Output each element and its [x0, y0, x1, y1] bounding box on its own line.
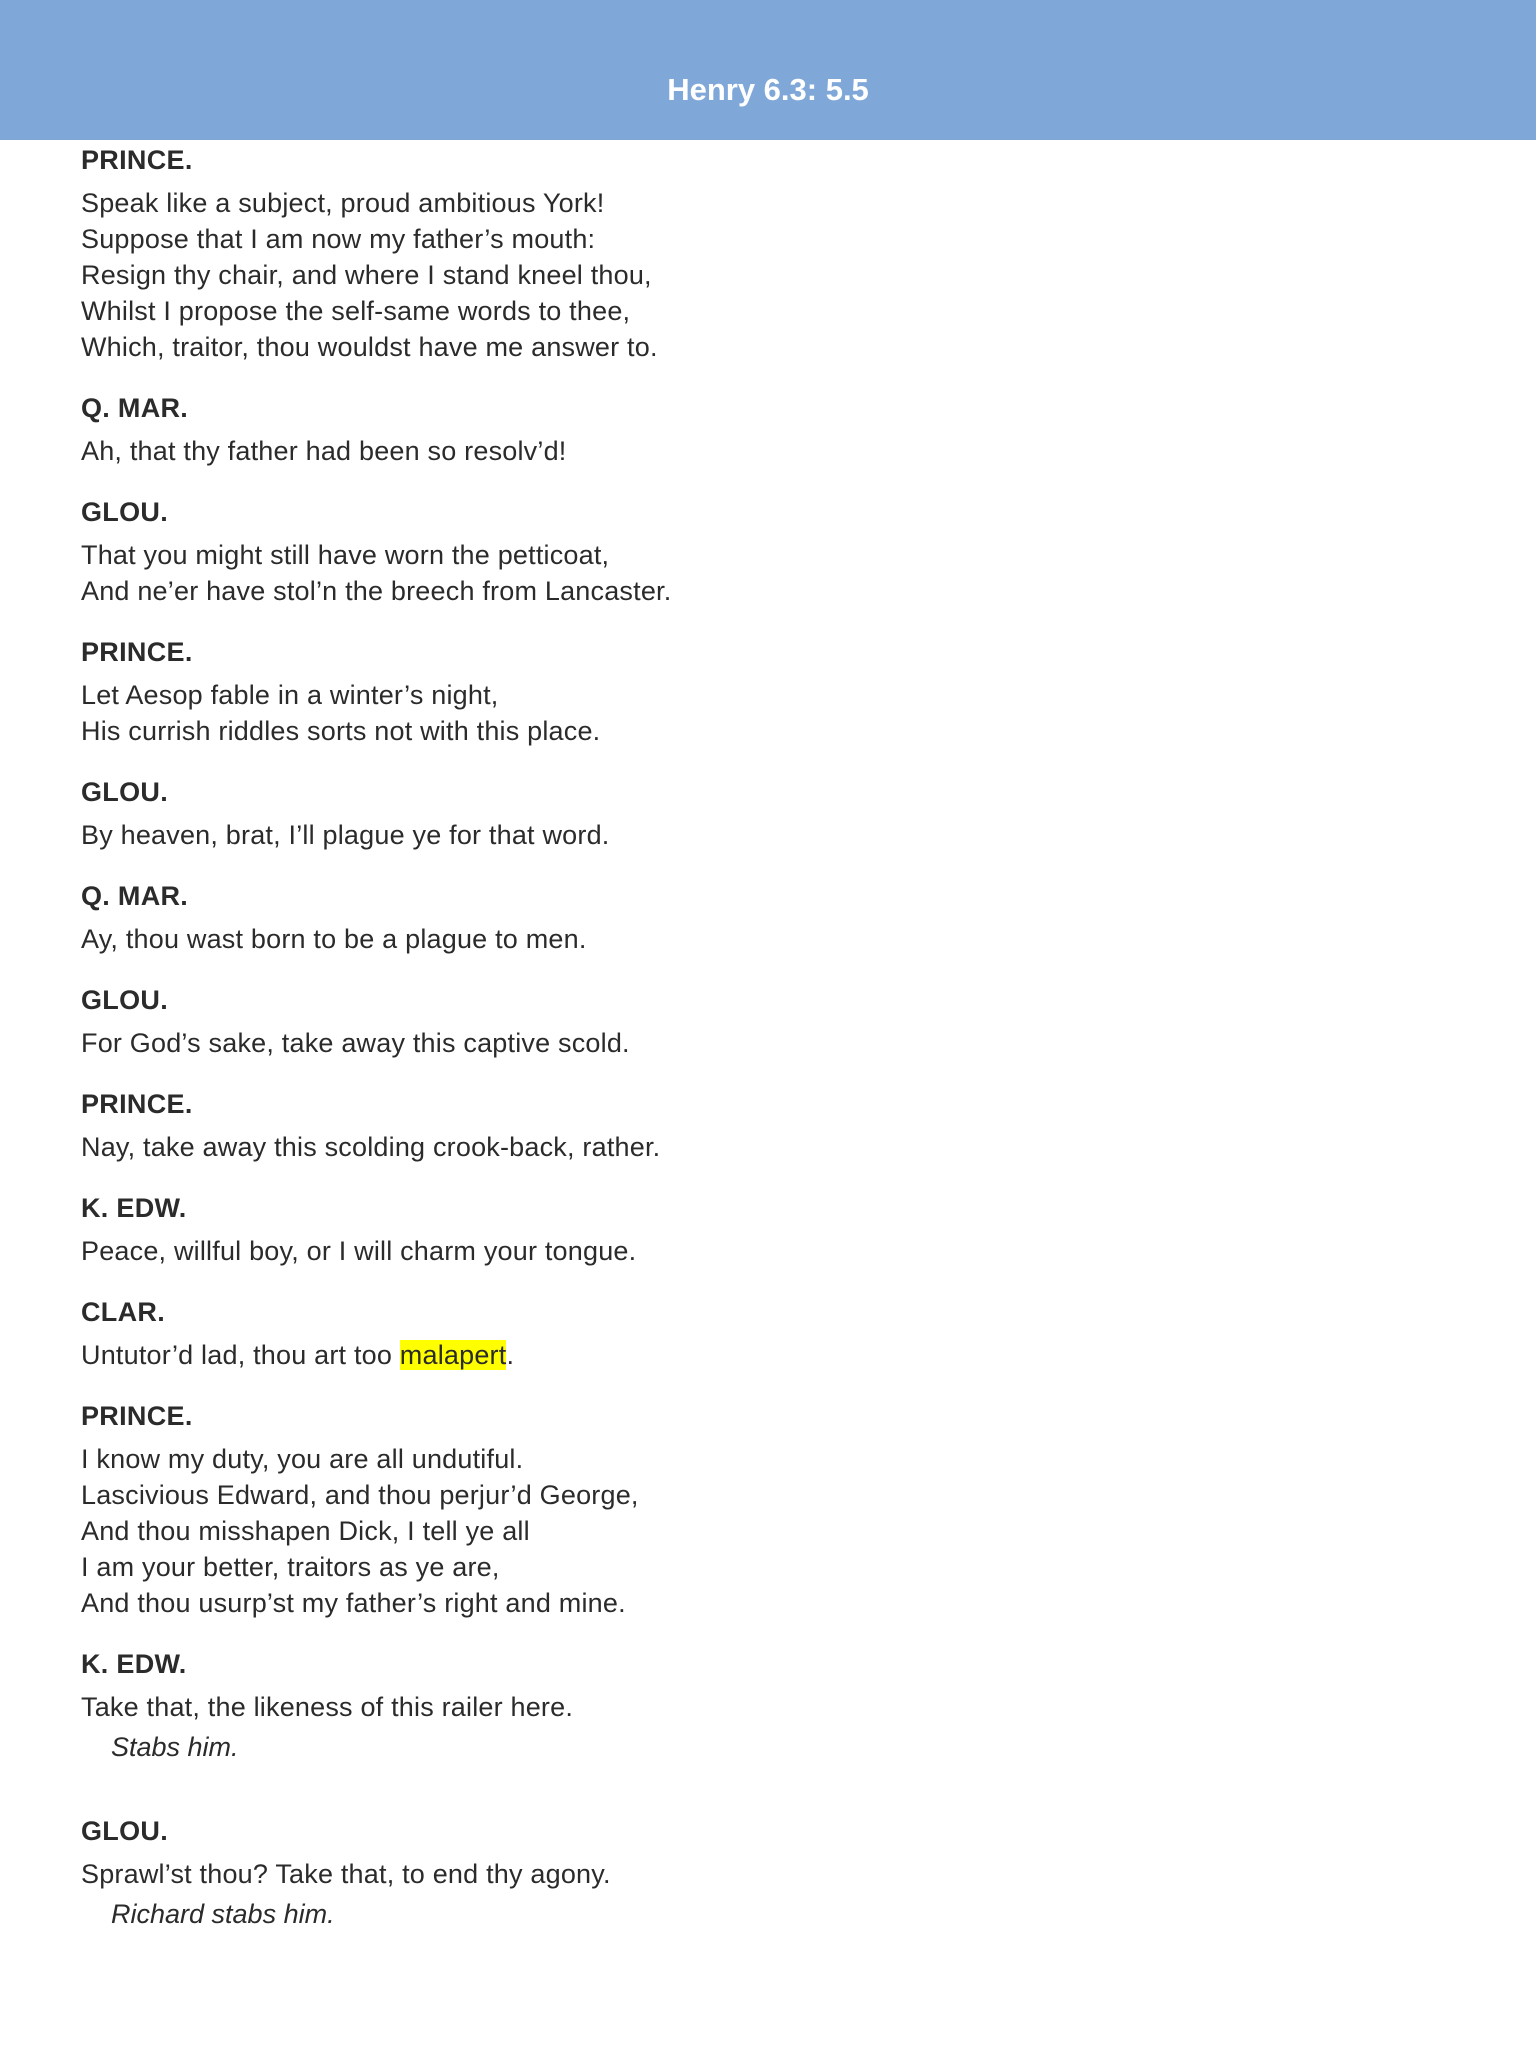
stage-direction: Stabs him. [111, 1732, 239, 1762]
speaker-name: GLOU. [81, 497, 168, 527]
verse-line[interactable]: Resign thy chair, and where I stand kneel thou, [81, 260, 652, 290]
verse-line[interactable]: That you might still have worn the petticoat, [81, 540, 610, 570]
verse-line[interactable]: Ah, that thy father had been so resolv’d! [81, 436, 567, 466]
speaker-name: PRINCE. [81, 145, 193, 175]
verse-line[interactable]: Which, traitor, thou wouldst have me answer to. [81, 332, 658, 362]
speaker-name: Q. MAR. [81, 393, 189, 423]
verse-line[interactable] [81, 1337, 1481, 1373]
verse-line[interactable]: And ne’er have stol’n the breech from Lancaster. [81, 576, 672, 606]
speaker-name: CLAR. [81, 1297, 165, 1327]
verse-line[interactable]: Take that, the likeness of this railer here. [81, 1692, 574, 1722]
speaker-name: K. EDW. [81, 1193, 187, 1223]
speaker-name: PRINCE. [81, 1089, 193, 1119]
speech [81, 880, 1481, 957]
verse-line[interactable]: Sprawl’st thou? Take that, to end thy agony. [81, 1859, 611, 1889]
verse-line[interactable]: I am your better, traitors as ye are, [81, 1552, 500, 1582]
verse-line[interactable]: Lascivious Edward, and thou perjur’d George, [81, 1480, 639, 1510]
verse-line[interactable]: Let Aesop fable in a winter’s night, [81, 680, 499, 710]
speech [81, 392, 1481, 469]
speech [81, 984, 1481, 1061]
speech [81, 496, 1481, 609]
speech [81, 1648, 1481, 1765]
verse-line[interactable]: Ay, thou wast born to be a plague to men. [81, 924, 587, 954]
verse-line[interactable]: I know my duty, you are all undutiful. [81, 1444, 524, 1474]
verse-line[interactable]: For God’s sake, take away this captive scold. [81, 1028, 630, 1058]
verse-line[interactable]: And thou usurp’st my father’s right and mine. [81, 1588, 626, 1618]
speaker-name: PRINCE. [81, 637, 193, 667]
line-text: Untutor’d lad, thou art too [81, 1340, 400, 1370]
page-title: Henry 6.3: 5.5 [667, 72, 869, 107]
highlighted-word[interactable]: malapert [399, 1340, 507, 1370]
verse-line[interactable]: Nay, take away this scolding crook-back, rather. [81, 1132, 661, 1162]
speech [81, 1296, 1481, 1373]
speaker-name: PRINCE. [81, 1401, 193, 1431]
verse-line[interactable]: Whilst I propose the self-same words to thee, [81, 296, 631, 326]
speech [81, 1192, 1481, 1269]
line-text: . [506, 1340, 515, 1370]
play-text [81, 144, 1481, 1959]
speaker-name: Q. MAR. [81, 881, 189, 911]
speech [81, 1088, 1481, 1165]
speech [81, 144, 1481, 365]
navigation-bar [0, 0, 1536, 140]
verse-line[interactable]: Speak like a subject, proud ambitious York! [81, 188, 605, 218]
verse-line[interactable]: By heaven, brat, I’ll plague ye for that word. [81, 820, 610, 850]
speaker-name: K. EDW. [81, 1649, 187, 1679]
verse-line[interactable]: His currish riddles sorts not with this place. [81, 716, 601, 746]
verse-line[interactable]: Peace, willful boy, or I will charm your tongue. [81, 1236, 637, 1266]
speech [81, 636, 1481, 749]
verse-line[interactable]: Suppose that I am now my father’s mouth: [81, 224, 596, 254]
speech [81, 776, 1481, 853]
speech [81, 1400, 1481, 1621]
stage-direction: Richard stabs him. [111, 1899, 335, 1929]
speaker-name: GLOU. [81, 1816, 168, 1846]
verse-line[interactable]: And thou misshapen Dick, I tell ye all [81, 1516, 530, 1546]
speaker-name: GLOU. [81, 777, 168, 807]
speaker-name: GLOU. [81, 985, 168, 1015]
speech [81, 1815, 1481, 1932]
